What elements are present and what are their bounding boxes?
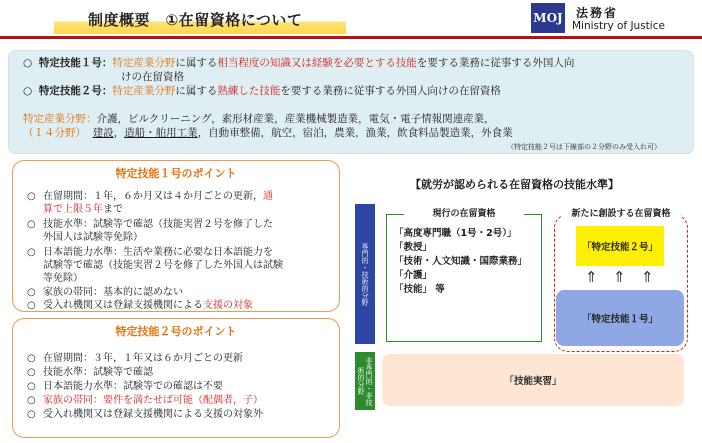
page-header <box>0 0 702 42</box>
points-sg2-panel <box>12 318 340 438</box>
ministry-name-en: Ministry of Justice <box>572 20 665 32</box>
points-sg1-japanese: ○ 日本語能力水準：生活や業務に必要な日本語能力を <box>27 247 273 258</box>
page-title: 制度概要 ①在留資格について <box>88 11 303 29</box>
specified-skill-2-box: 「特定技能２号」 <box>576 226 664 266</box>
moj-logo: MOJ <box>531 3 565 33</box>
header-divider <box>0 36 702 39</box>
current-status-header: 現行の在留資格 <box>404 207 524 221</box>
side-label-professional: 専門的・技術的分野 <box>355 204 375 344</box>
points-sg1-period: ○ 在留期間：１年，６か月又は４か月ごとの更新，通 <box>27 191 273 202</box>
points-sg1-family: ○ 家族の帯同：基本的に認めない <box>27 287 183 298</box>
points-sg1-title: 特定技能１号のポイント <box>115 167 237 180</box>
overview-line-sg2: ○ 特定技能２号：特定産業分野に属する熟練した技能を要する業務に従事する外国人向けの在留資格 <box>23 85 501 97</box>
points-sg1-panel <box>12 160 340 312</box>
points-sg1-japanese-cont2: 等免除） <box>43 273 83 284</box>
current-item-5: 「技能」 等 <box>394 284 445 295</box>
points-sg1-period-cont: 算で上限５年まで <box>43 204 123 215</box>
points-sg1-japanese-cont: 試験等で確認（技能実習２号を修了した外国人は試験 <box>43 260 283 271</box>
up-arrow-icon: ⇑ <box>641 268 654 286</box>
overview-line-sg1-cont: けの在留資格 <box>121 71 184 83</box>
points-sg2-period: ○ 在留期間：３年，１年又は６か月ごとの更新 <box>27 353 243 364</box>
fields-line-1: 特定産業分野：介護，ビルクリーニング，素形材産業，産業機械製造業，電気・電子情報関連産業， <box>23 113 495 125</box>
current-item-2: 「教授」 <box>394 242 433 253</box>
fields-note: （特定技能２号は下線部の２分野のみ受入れ可） <box>507 143 661 151</box>
points-sg2-title: 特定技能２号のポイント <box>115 325 237 338</box>
points-sg1-support: ○ 受入れ機関又は登録支援機関による支援の対象 <box>27 300 253 311</box>
up-arrow-icon: ⇑ <box>613 268 626 286</box>
points-sg1-skill: ○ 技能水準：試験等で確認（技能実習２号を修了した <box>27 219 273 230</box>
points-sg2-skill: ○ 技能水準：試験等で確認 <box>27 367 153 378</box>
current-item-4: 「介護」 <box>394 270 433 281</box>
points-sg2-family: ○ 家族の帯同：要件を満たせば可能（配偶者，子） <box>27 395 263 406</box>
overview-line-sg1: ○ 特定技能１号：特定産業分野に属する相当程度の知識又は経験を必要とする技能を要する業務に従事する外国人向 <box>23 57 575 69</box>
new-status-header: 新たに創設する在留資格 <box>562 207 680 221</box>
current-item-1: 「高度専門職（1号・2号）」 <box>394 228 517 239</box>
fields-line-2: （１４分野） 建設，造船・舶用工業，自動車整備，航空，宿泊，農業，漁業，飲食料品製造業，外食業 <box>23 127 513 139</box>
ministry-name-jp: 法務省 <box>576 6 619 20</box>
technical-intern-box: 「技能実習」 <box>382 354 684 406</box>
specified-skill-1-box: 「特定技能１号」 <box>556 290 684 346</box>
current-item-3: 「技術・人文知識・国際業務」 <box>394 256 528 267</box>
overview-box <box>8 50 694 154</box>
up-arrow-icon: ⇑ <box>585 268 598 286</box>
points-sg2-support: ○ 受入れ機関又は登録支援機関による支援の対象外 <box>27 409 263 420</box>
diagram-title: 【就労が認められる在留資格の技能水準】 <box>410 178 619 191</box>
points-sg2-japanese: ○ 日本語能力水準：試験等での確認は不要 <box>27 381 223 392</box>
side-label-nonprofessional: 非専門的・非技術的分野 <box>355 352 375 410</box>
points-sg1-skill-cont: 外国人は試験等免除） <box>43 232 143 243</box>
